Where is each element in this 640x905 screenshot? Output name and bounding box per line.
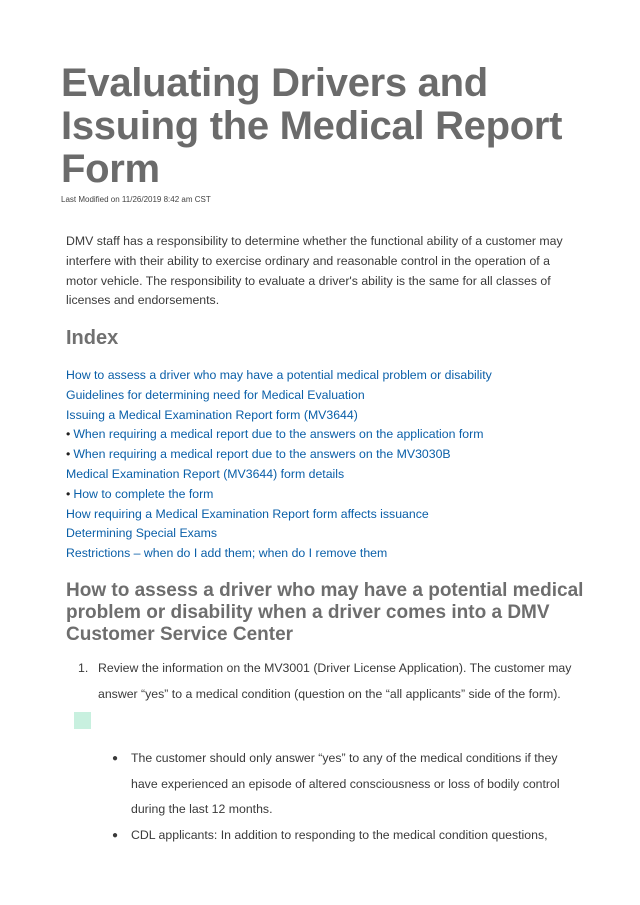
index-link-special-exams[interactable]: Determining Special Exams [66, 526, 218, 541]
index-heading: Index [66, 327, 119, 349]
list-item [112, 746, 582, 823]
index-item [66, 485, 596, 505]
index-item [66, 386, 596, 406]
sub-bullet-list [112, 746, 582, 848]
index-link-complete-form[interactable]: How to complete the form [73, 486, 214, 501]
index-item [66, 445, 596, 465]
sub-item-text: CDL applicants: In addition to responding to the medical condition questions, [131, 827, 548, 842]
index-link-issuing-report[interactable]: Issuing a Medical Examination Report form (MV3644) [66, 407, 358, 422]
bullet-dot-icon: ● [112, 829, 119, 841]
index-link-guidelines[interactable]: Guidelines for determining need for Medical Evaluation [66, 387, 365, 402]
bullet-marker: • [66, 427, 71, 442]
index-item [66, 524, 596, 544]
index-link-affects-issuance[interactable]: How requiring a Medical Examination Report form affects issuance [66, 506, 429, 521]
sub-item-text: The customer should only answer “yes” to any of the medical conditions if they have experienced an episode of altered consciousness or loss of bodily control during the last 12 months. [131, 751, 560, 816]
index-link-application-form[interactable]: When requiring a medical report due to the answers on the application form [73, 427, 484, 442]
bullet-dot-icon: ● [112, 753, 119, 764]
list-item [78, 656, 578, 707]
list-item [112, 823, 582, 849]
index-link-restrictions[interactable]: Restrictions – when do I add them; when do I remove them [66, 546, 388, 561]
index-item [66, 425, 596, 445]
intro-paragraph: DMV staff has a responsibility to determine whether the functional ability of a customer may interfere with their ability to exercise ordinary and reasonable control in the operation of a motor vehicle. The responsibility to evaluate a driver's ability is the same for all classes of licenses and endorsements. [66, 234, 563, 308]
index-item [66, 544, 596, 564]
index-list [66, 366, 596, 564]
index-item [66, 366, 596, 386]
steps-list [78, 656, 578, 707]
highlight-marker [74, 712, 91, 729]
step-text: Review the information on the MV3001 (Driver License Application). The customer may answer “yes” to a medical condition (question on the “all applicants” side of the form). [98, 661, 572, 701]
index-link-assess-driver[interactable]: How to assess a driver who may have a potential medical problem or disability [66, 368, 492, 382]
last-modified-date: Last Modified on 11/26/2019 8:42 am CST [61, 195, 211, 204]
page-title: Evaluating Drivers and Issuing the Medical Report Form [61, 61, 563, 191]
index-item [66, 465, 596, 485]
section-heading: How to assess a driver who may have a potential medical problem or disability when a driver comes into a DMV Customer Service Center [66, 580, 584, 645]
bullet-marker: • [66, 486, 71, 501]
step-number: 1. [78, 661, 89, 675]
index-item [66, 406, 596, 426]
index-link-mv3030b[interactable]: When requiring a medical report due to the answers on the MV3030B [73, 447, 451, 462]
index-link-form-details[interactable]: Medical Examination Report (MV3644) form details [66, 466, 345, 481]
bullet-marker: • [66, 447, 71, 462]
index-item [66, 505, 596, 525]
